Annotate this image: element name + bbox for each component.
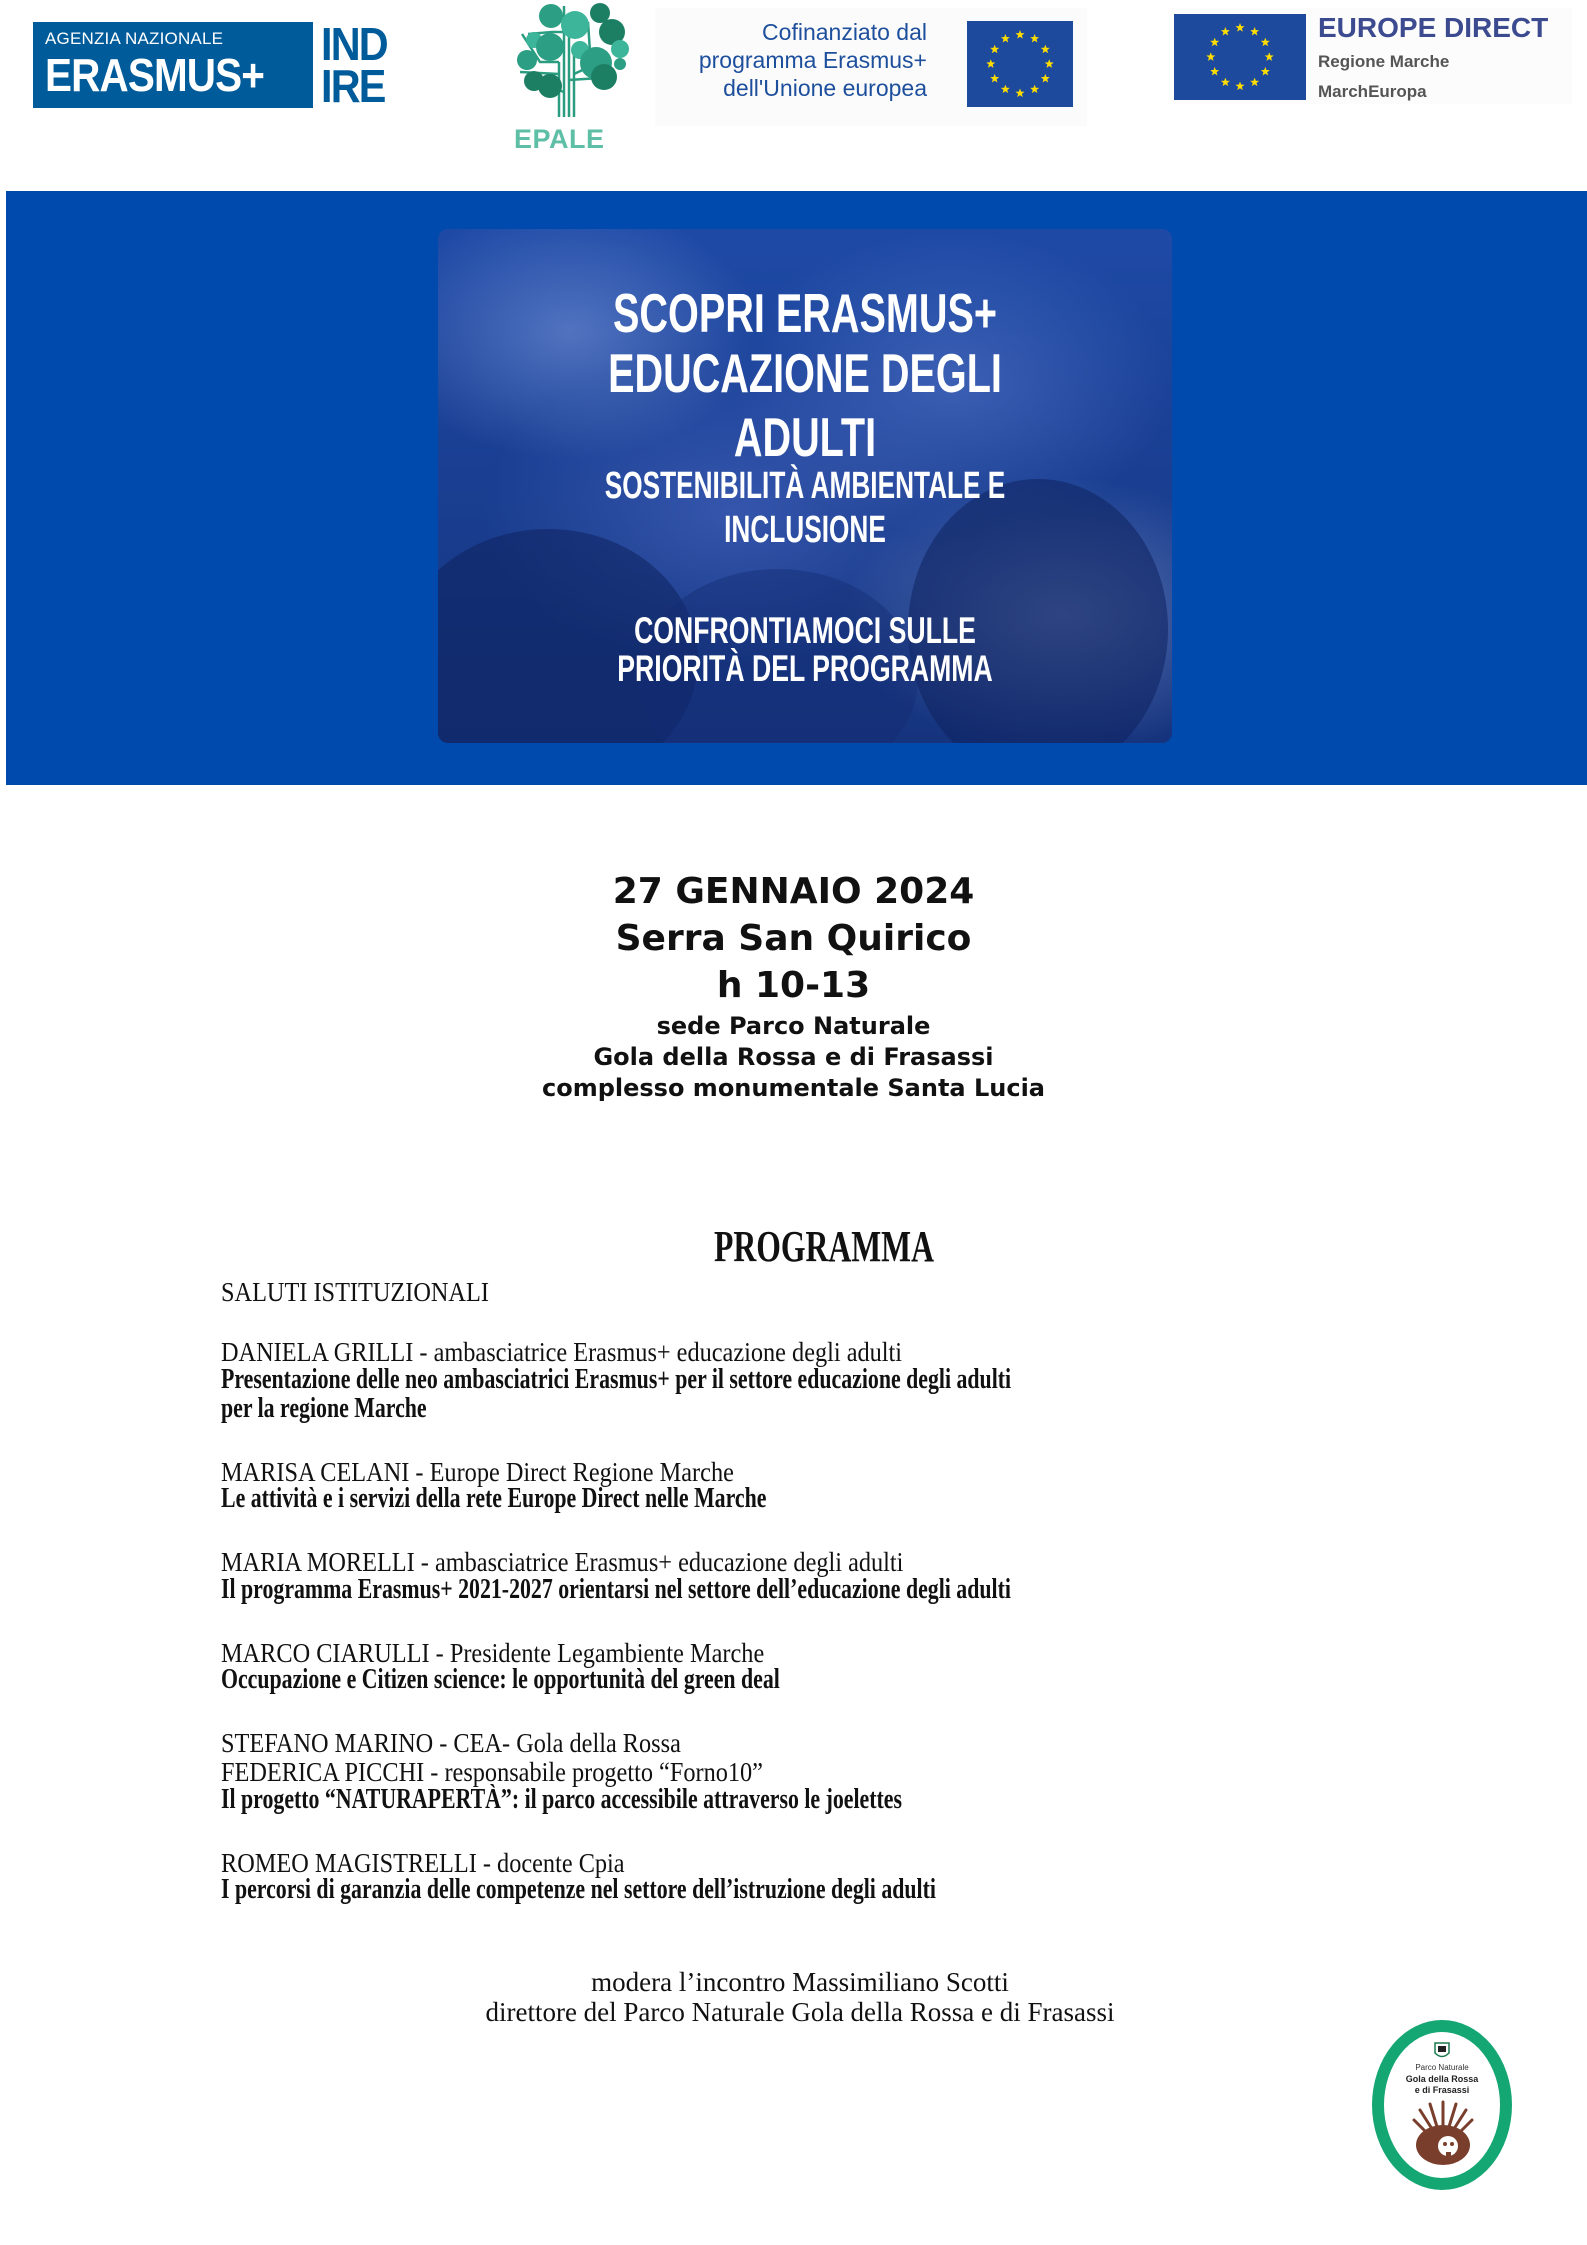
porcupine-icon (1408, 2100, 1478, 2170)
banner-title-line-2: EDUCAZIONE DEGLI ADULTI (608, 342, 1002, 468)
banner-cta-line-1: CONFRONTIAMOCI SULLE (634, 610, 976, 651)
programme-speaker: ROMEO MAGISTRELLI - docente Cpia (221, 1848, 625, 1878)
europe-direct-office: MarchEuropa (1318, 82, 1427, 101)
programme-speaker: DANIELA GRILLI - ambasciatrice Erasmus+ educazione degli adulti (221, 1337, 903, 1367)
cofin-line-3: dell'Unione europea (723, 75, 927, 101)
indire-line-1: IND (321, 18, 387, 70)
europe-direct-logo (1172, 8, 1572, 104)
region-shield-icon (1434, 2042, 1450, 2060)
programme-speaker: STEFANO MARINO - CEA- Gola della Rossa (221, 1728, 681, 1758)
erasmus-plus-text: ERASMUS+ (45, 49, 265, 101)
eu-flag-icon (967, 21, 1073, 107)
banner-subtitle: SOSTENIBILITÀ AMBIENTALE E INCLUSIONE (604, 465, 1006, 551)
programme-speaker: MARIA MORELLI - ambasciatrice Erasmus+ educazione degli adulti (221, 1547, 904, 1577)
programme-topic: Presentazione delle neo ambasciatrici Erasmus+ per il settore educazione degli adulti (221, 1364, 1012, 1395)
banner-cta-line-2: PRIORITÀ DEL PROGRAMMA (617, 648, 993, 689)
erasmus-indire-logo (33, 18, 423, 112)
park-logo-line-1: Parco Naturale (1415, 2063, 1469, 2072)
programme-title: PROGRAMMA (714, 1222, 934, 1271)
programme-speaker: MARCO CIARULLI - Presidente Legambiente Marche (221, 1638, 765, 1668)
park-logo (1372, 2020, 1512, 2190)
epale-tree-icon (500, 2, 640, 122)
event-venue-line-3: complesso monumentale Santa Lucia (541, 1074, 1045, 1102)
programme-topic: per la regione Marche (221, 1393, 427, 1424)
hero-image-card (438, 229, 1172, 743)
programme-opening: SALUTI ISTITUZIONALI (221, 1277, 489, 1307)
erasmus-logo-box (33, 22, 313, 108)
programme-topic: I percorsi di garanzia delle competenze nel settore dell’istruzione degli adulti (221, 1874, 936, 1905)
europe-direct-region: Regione Marche (1318, 52, 1450, 71)
agenzia-nazionale-text: AGENZIA NAZIONALE (45, 29, 224, 48)
programme-topic: Le attività e i servizi della rete Europe Direct nelle Marche (221, 1483, 767, 1514)
europe-direct-title: EUROPE DIRECT (1318, 12, 1549, 43)
event-time: h 10-13 (716, 965, 871, 1006)
indire-wordmark (321, 18, 413, 112)
programme-speaker: FEDERICA PICCHI - responsabile progetto “Forno10” (221, 1757, 763, 1787)
park-logo-line-2: Gola della Rossa (1405, 2074, 1479, 2084)
epale-logo (500, 2, 640, 152)
event-place: Serra San Quirico (615, 918, 972, 959)
cofin-line-2: programma Erasmus+ (698, 47, 927, 73)
event-venue-line-1: sede Parco Naturale (656, 1012, 931, 1040)
programme-topic: Il programma Erasmus+ 2021-2027 orientarsi nel settore dell’educazione degli adulti (221, 1574, 1011, 1605)
event-venue-line-2: Gola della Rossa e di Frasassi (593, 1043, 994, 1071)
park-logo-line-3: e di Frasassi (1414, 2085, 1470, 2095)
event-date: 27 GENNAIO 2024 (612, 871, 975, 912)
epale-wordmark: EPALE (514, 124, 605, 154)
cofin-line-1: Cofinanziato dal (762, 19, 927, 45)
indire-line-2: IRE (321, 60, 385, 112)
banner-title-line-1: SCOPRI ERASMUS+ (613, 282, 997, 344)
programme-topic: Occupazione e Citizen science: le opportunità del green deal (221, 1664, 780, 1695)
cofinanced-by-eu-logo (655, 8, 1087, 126)
moderator-line-1: modera l’incontro Massimiliano Scotti (591, 1967, 1009, 1997)
programme-topic: Il progetto “NATURAPERTÀ”: il parco accessibile attraverso le joelettes (221, 1784, 902, 1815)
cofinanced-text (699, 18, 927, 102)
moderator-line-2: direttore del Parco Naturale Gola della Rossa e di Frasassi (485, 1997, 1115, 2027)
programme-speaker: MARISA CELANI - Europe Direct Regione Marche (221, 1457, 734, 1487)
eu-flag-icon (1174, 14, 1306, 100)
